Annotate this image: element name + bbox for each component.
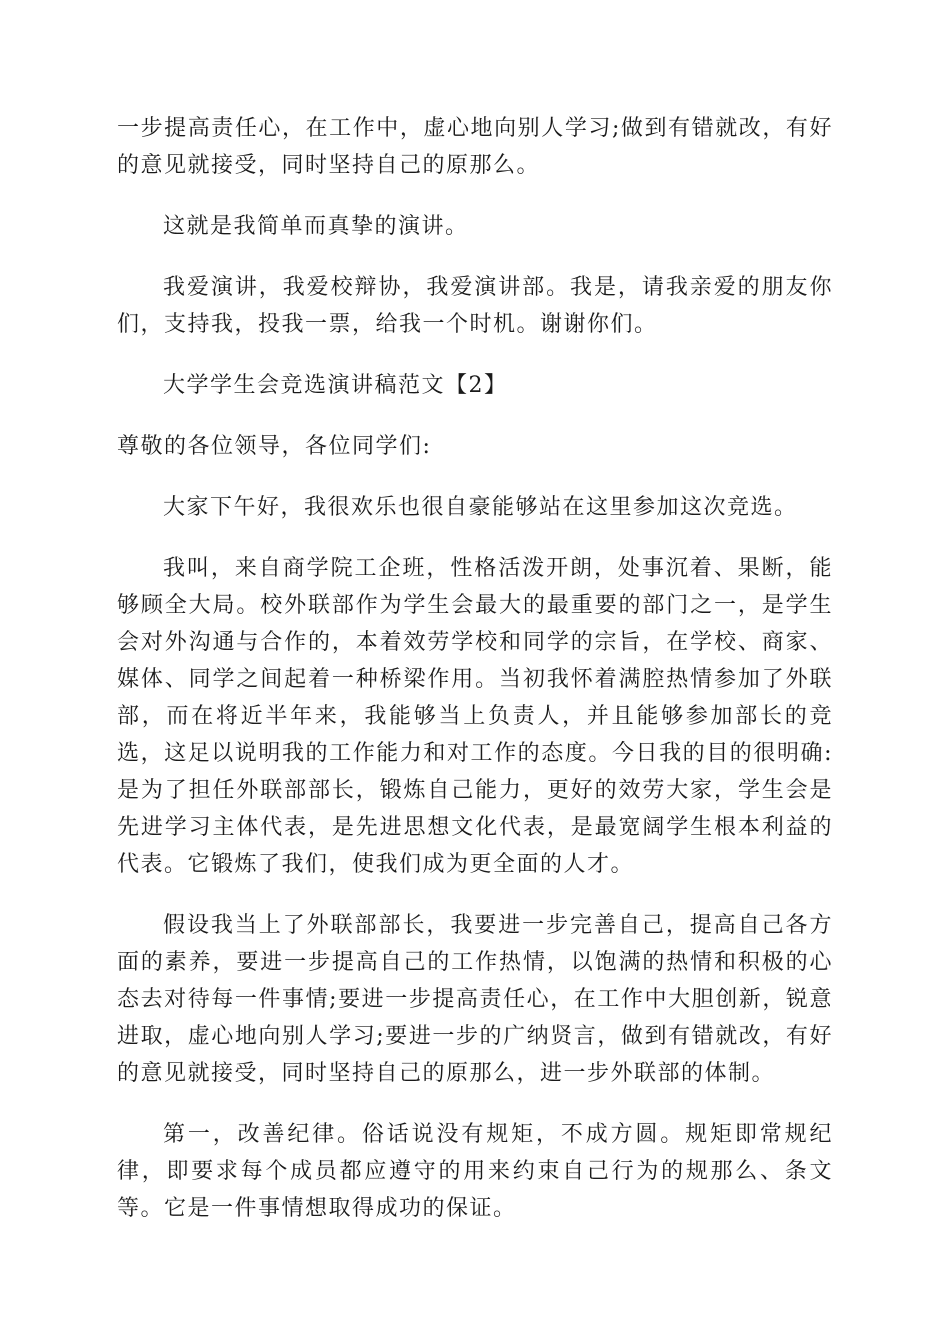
section-heading: 大学学生会竞选演讲稿范文【2】 bbox=[163, 373, 508, 398]
document-body bbox=[117, 110, 833, 1251]
paragraph-plans: 假设我当上了外联部部长，我要进一步完善自己，提高自己各方面的素养，要进一步提高自己的工作热情，以饱满的热情和积极的心态去对待每一件事情;要进一步提高责任心，在工作中大胆创新，锐意进取，虚心地向别人学习;要进一步的广纳贤言，做到有错就改，有好的意见就接受，同时坚持自己的原那么，进一步外联部的体制。 bbox=[117, 913, 833, 1086]
paragraph-introduction: 我叫，来自商学院工企班，性格活泼开朗，处事沉着、果断，能够顾全大局。校外联部作为学生会最大的最重要的部门之一，是学生会对外沟通与合作的，本着效劳学校和同学的宗旨，在学校、商家、媒体、同学之间起着一种桥梁作用。当初我怀着满腔热情参加了外联部，而在将近半年来，我能够当上负责人，并且能够参加部长的竞选，这足以说明我的工作能力和对工作的态度。今日我的目的很明确:是为了担任外联部部长，锻炼自己能力，更好的效劳大家，学生会是先进学习主体代表，是先进思想文化代表，是最宽阔学生根本利益的代表。它锻炼了我们，使我们成为更全面的人才。 bbox=[117, 556, 833, 877]
paragraph-closing: 我爱演讲，我爱校辩协，我爱演讲部。我是，请我亲爱的朋友你们，支持我，投我一票，给我一个时机。谢谢你们。 bbox=[117, 275, 833, 337]
salutation: 尊敬的各位领导，各位同学们: bbox=[117, 434, 432, 459]
paragraph-simple-speech: 这就是我简单而真挚的演讲。 bbox=[163, 214, 469, 239]
paragraph-discipline: 第一，改善纪律。俗话说没有规矩，不成方圆。规矩即常规纪律，即要求每个成员都应遵守的用来约束自己行为的规那么、条文等。它是一件事情想取得成功的保证。 bbox=[117, 1122, 833, 1221]
paragraph-continuation: 一步提高责任心，在工作中，虚心地向别人学习;做到有错就改，有好的意见就接受，同时坚持自己的原那么。 bbox=[117, 116, 833, 178]
paragraph-greeting: 大家下午好，我很欢乐也很自豪能够站在这里参加这次竞选。 bbox=[163, 495, 798, 520]
